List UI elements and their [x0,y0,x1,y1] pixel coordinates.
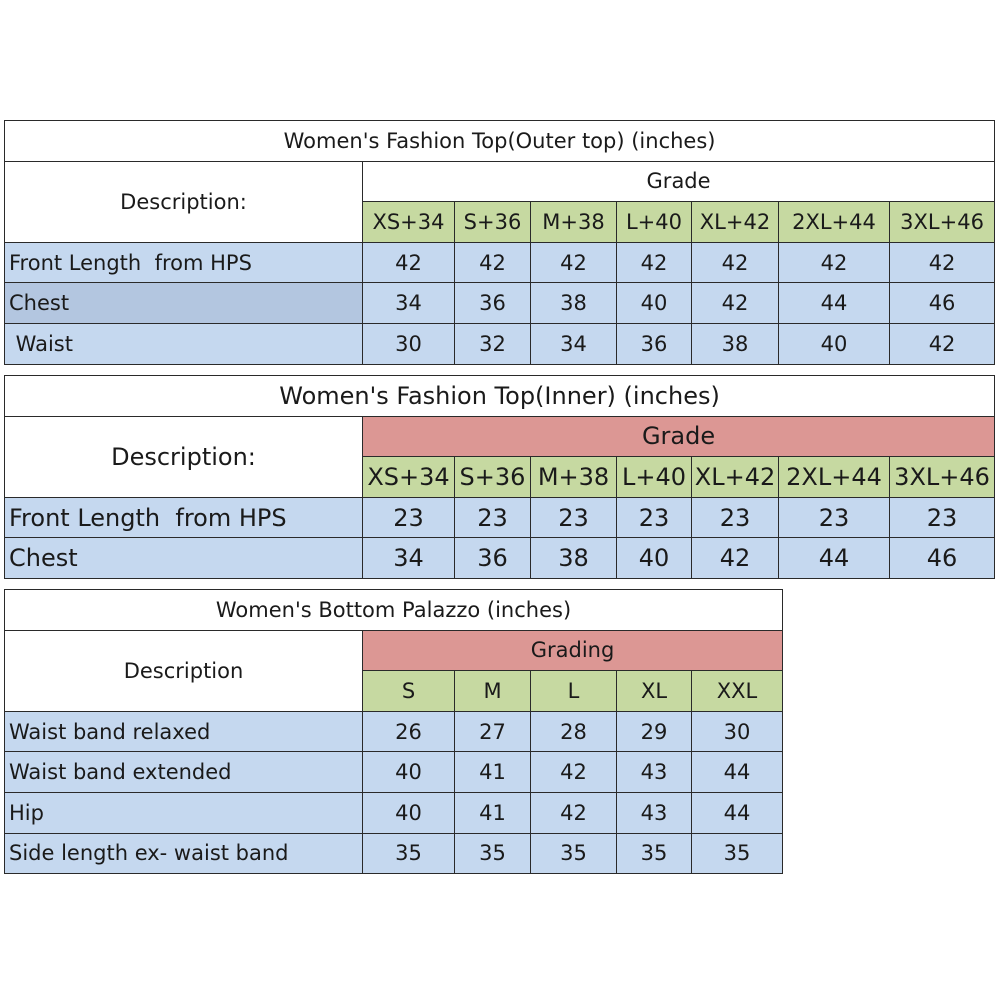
row-label: Front Length from HPS [5,242,363,283]
table-cell: 42 [363,242,455,283]
table-cell: 42 [692,283,779,324]
size-header: 2XL+44 [779,202,890,243]
row-label: Front Length from HPS [5,497,363,538]
table-cell: 44 [779,538,890,579]
table-cell: 29 [617,711,692,752]
size-header: L [531,671,617,712]
size-header: S+36 [455,202,531,243]
table-cell: 46 [890,538,995,579]
table-row [5,242,995,283]
size-header: 2XL+44 [779,457,890,498]
outer-top-size-table [4,120,995,365]
table-row [5,752,783,793]
table-cell: 40 [617,538,692,579]
table-cell: 35 [692,833,783,874]
table-cell: 35 [531,833,617,874]
table-cell: 34 [363,283,455,324]
table-cell: 42 [890,323,995,364]
table-cell: 23 [617,497,692,538]
table-row [5,792,783,833]
size-header: XL+42 [692,457,779,498]
description-header: Description [5,630,363,711]
row-label: Chest [5,283,363,324]
table-cell: 40 [363,792,455,833]
size-header: M+38 [531,457,617,498]
size-header: XL [617,671,692,712]
table-row [5,323,995,364]
table-cell: 43 [617,752,692,793]
table-cell: 44 [692,752,783,793]
table-cell: 30 [363,323,455,364]
table-cell: 23 [531,497,617,538]
table-cell: 42 [531,752,617,793]
row-label: Waist [5,323,363,364]
size-header: L+40 [617,457,692,498]
table-cell: 27 [455,711,531,752]
table-cell: 40 [779,323,890,364]
table-cell: 23 [363,497,455,538]
inner-top-size-table [4,375,995,579]
row-label: Waist band relaxed [5,711,363,752]
table-cell: 34 [363,538,455,579]
size-header: 3XL+46 [890,457,995,498]
table-cell: 36 [455,283,531,324]
table-title: Women's Fashion Top(Inner) (inches) [5,376,995,417]
size-header: M [455,671,531,712]
table-cell: 41 [455,752,531,793]
table-row [5,711,783,752]
table-cell: 38 [531,283,617,324]
table-row [5,833,783,874]
table-cell: 23 [455,497,531,538]
table-cell: 40 [363,752,455,793]
size-header: S+36 [455,457,531,498]
table-cell: 35 [617,833,692,874]
size-header: S [363,671,455,712]
grade-header: Grade [363,416,995,457]
table-cell: 41 [455,792,531,833]
size-header: 3XL+46 [890,202,995,243]
table-cell: 36 [455,538,531,579]
row-label: Hip [5,792,363,833]
row-label: Waist band extended [5,752,363,793]
description-header: Description: [5,161,363,242]
palazzo-size-table [4,589,783,874]
table-cell: 42 [617,242,692,283]
table-cell: 36 [617,323,692,364]
table-title: Women's Fashion Top(Outer top) (inches) [5,121,995,162]
table-cell: 42 [692,242,779,283]
table-cell: 35 [363,833,455,874]
table-title: Women's Bottom Palazzo (inches) [5,590,783,631]
grade-header: Grading [363,630,783,671]
table-cell: 42 [531,242,617,283]
table-cell: 44 [779,283,890,324]
row-label: Side length ex- waist band [5,833,363,874]
table-cell: 44 [692,792,783,833]
table-cell: 40 [617,283,692,324]
table-cell: 38 [531,538,617,579]
table-cell: 35 [455,833,531,874]
table-cell: 42 [531,792,617,833]
grade-header: Grade [363,161,995,202]
table-cell: 42 [890,242,995,283]
table-cell: 30 [692,711,783,752]
table-row [5,283,995,324]
table-cell: 43 [617,792,692,833]
size-header: L+40 [617,202,692,243]
table-row [5,497,995,538]
table-cell: 42 [779,242,890,283]
table-cell: 42 [455,242,531,283]
table-cell: 46 [890,283,995,324]
table-cell: 42 [692,538,779,579]
table-cell: 23 [890,497,995,538]
table-cell: 38 [692,323,779,364]
row-label: Chest [5,538,363,579]
table-cell: 23 [692,497,779,538]
table-cell: 23 [779,497,890,538]
size-header: XXL [692,671,783,712]
description-header: Description: [5,416,363,497]
table-cell: 26 [363,711,455,752]
size-header: XL+42 [692,202,779,243]
size-header: M+38 [531,202,617,243]
size-header: XS+34 [363,457,455,498]
table-cell: 28 [531,711,617,752]
size-header: XS+34 [363,202,455,243]
table-cell: 32 [455,323,531,364]
table-row [5,538,995,579]
table-cell: 34 [531,323,617,364]
